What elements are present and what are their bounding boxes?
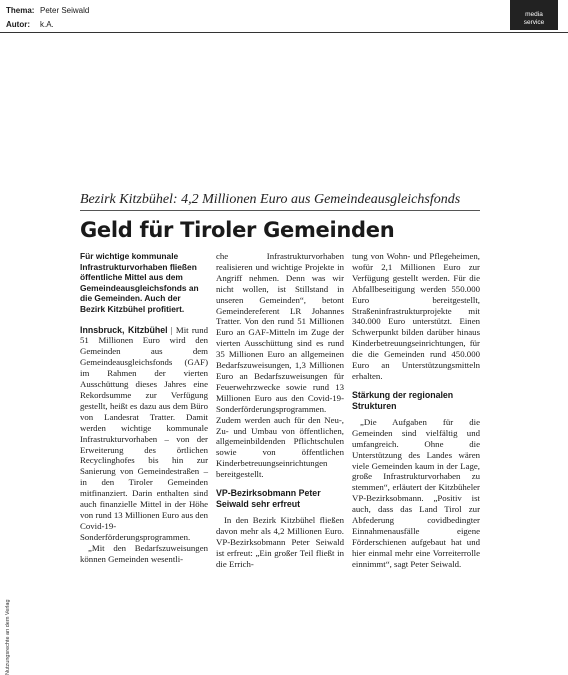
- brand-line-1: media: [525, 11, 543, 18]
- subheading-vp-bezirksobmann: VP-Bezirksobmann Peter Seiwald sehr erfreut: [216, 488, 321, 510]
- brand-line-2: service: [523, 19, 545, 26]
- column-1-paragraph-1: [80, 325, 208, 543]
- subheading-regionale-strukturen: Stärkung der regionalen Strukturen: [352, 389, 454, 411]
- article-clipping: [60, 175, 480, 665]
- dateline: Innsbruck, Kitzbühel: [80, 324, 168, 335]
- article-column-1: [80, 251, 208, 565]
- article-column-3: [352, 251, 480, 570]
- kicker-rule: [80, 210, 480, 211]
- article-headline: Geld für Tiroler Gemeinden: [80, 218, 395, 242]
- column-1-text: | Mit rund 51 Millionen Euro wird den Gemeinden aus dem Gemeindeausgleichsfonds (GAF) im Rahmen der vierten Ausschüttung dieses Jahres eine Rekordsumme zur Verfügung gestellt, heißt es dazu aus dem Büro von Landesrat Tratter. Damit werden wichtige kommunale Infrastrukturvorhaben – von der Erweiterung des örtlichen Recyclinghofes bis hin zur Sanierung von Gemeindestraßen – in den Tiroler Gemeinden mitfinanziert. Darin enthalten sind auch finanzielle Mittel in der Höhe von rund 13 Millionen Euro aus den Covid-19-Sonderförderungsprogrammen.: [80, 324, 208, 542]
- column-1-paragraph-2: „Mit den Bedarfszuweisungen können Gemeinden wesentli-: [80, 542, 208, 564]
- autor-value: k.A.: [40, 20, 54, 29]
- header-rule: [0, 32, 568, 33]
- article-kicker: Bezirk Kitzbühel: 4,2 Millionen Euro aus Gemeindeausgleichsfonds: [80, 192, 461, 207]
- column-3-paragraph-2: „Die Aufgaben für die Gemeinden sind vielfältig und umfangreich. Ohne die Unterstützung des Landes wären viele Gemeinden kaum in der Lage, große Infrastrukturvorhaben zu stemmen“, erläutert der Kitzbüheler VP-Bezirksobmann. „Positiv ist auch, dass das Land Tirol zur Abfederung covidbedingter Einnahmenausfälle eigene Förderschienen aufgebaut hat und hier einmal mehr eine Vorreiterrolle einnimmt“, sagt Peter Seiwald.: [352, 416, 480, 569]
- meta-thema: [6, 6, 89, 16]
- autor-label: Autor:: [6, 20, 30, 29]
- thema-label: Thema:: [6, 6, 35, 15]
- rights-note-text: Nutzungsrechte an dem Verlag: [5, 599, 11, 675]
- article-column-2: [216, 251, 344, 570]
- thema-value: Peter Seiwald: [40, 6, 90, 15]
- media-service-logo: [510, 0, 558, 30]
- meta-autor: [6, 20, 54, 30]
- rights-note: [4, 595, 12, 675]
- column-3-paragraph-1: tung von Wohn- und Pflegeheimen, wofür 2,1 Millionen Euro zur Verfügung gestellt werden. Für die Abfallbeseitigung werden 550.000 Euro bereitgestellt, Straßeninfrastrukturprojekte mit 340.000 Euro unterstützt. Einen Schwerpunkt bilden darüber hinaus Kinderbetreuungseinrichtungen, für die die Gemeinden rund 450.000 Euro an Unterstützungsmitteln erhalten.: [352, 251, 480, 381]
- column-2-paragraph-1: che Infrastrukturvorhaben realisieren und wichtige Projekte in Angriff nehmen. Denn was wir nicht wollen, ist Stillstand in unseren Gemeinden“, betont Gemeindereferent LR Johannes Tratter. Von den rund 51 Millionen Euro an GAF-Mitteln im Zuge der vierten Ausschüttung sind es rund 35 Millionen Euro an allgemeinen Bedarfszuweisungen, 1,3 Millionen Euro an Bedarfszuweisungen für Feuerwehrzwecke sowie rund 13 Millionen Euro aus den Covid-19-Sonderförderungsprogrammen. Zudem werden auch für den Neu-, Zu- und Umbau von öffentlichen, allgemeinbildenden Pflichtschulen sowie von öffentlichen Kinderbetreuungseinrichtungen bereitgestellt.: [216, 251, 344, 480]
- column-2-paragraph-2: In den Bezirk Kitzbühel fließen davon mehr als 4,2 Millionen Euro. VP-Bezirksobmann Peter Seiwald ist erfreut: „Ein großer Teil fließt in die Errich-: [216, 515, 344, 569]
- article-lead: Für wichtige kommunale Infrastrukturvorhaben fließen öffentliche Mittel aus dem Gemeindeausgleichsfonds an die Gemeinden. Auch der Bezirk Kitzbühel profitiert.: [80, 251, 199, 314]
